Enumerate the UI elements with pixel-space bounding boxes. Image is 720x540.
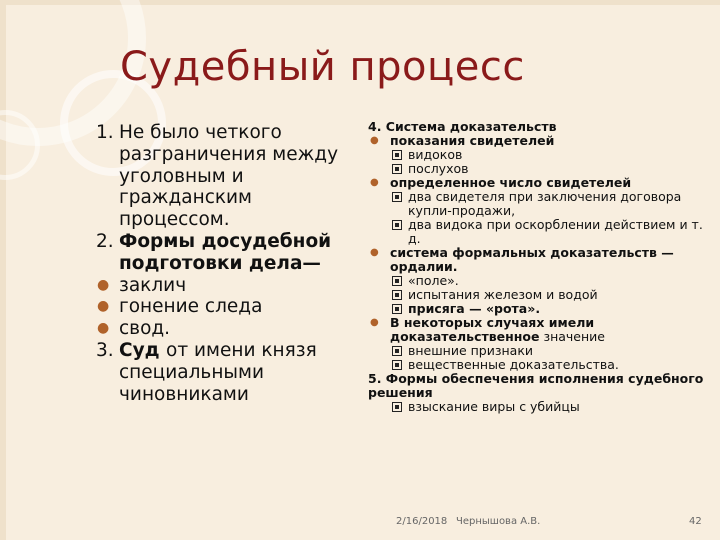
bullet-icon: ●: [97, 298, 110, 315]
right-sub-item: [368, 288, 708, 302]
right-sub-item: [368, 190, 708, 218]
bullet-icon: ●: [370, 177, 379, 188]
item-text: [96, 340, 358, 405]
checkbox-square-icon: [392, 150, 402, 160]
bullet-icon: ●: [97, 320, 110, 337]
footer-date: 2/16/2018: [396, 516, 448, 527]
sub-text: испытания железом и водой: [408, 287, 598, 302]
checkbox-square-icon: [392, 276, 402, 286]
bullet-text: показания свидетелей: [390, 133, 555, 148]
sub-text: два свидетеля при заключения договора купли-продажи,: [408, 189, 682, 218]
right-bullet-1: [368, 134, 708, 148]
item-number: 1.: [96, 122, 114, 143]
left-item-3: [96, 340, 358, 405]
bullet-text: гонение следа: [119, 296, 263, 318]
right-sub-item: [368, 162, 708, 176]
item-text-rest: от имени князя специальными чиновниками: [119, 339, 317, 405]
item-text: Не было четкого разграничения между уголовным и гражданским процессом.: [119, 122, 339, 231]
left-item-2: [96, 231, 358, 275]
item-number: 2.: [96, 230, 114, 252]
checkbox-square-icon: [392, 290, 402, 300]
left-bullet-1: [96, 275, 358, 297]
footer-page-number: 42: [689, 516, 702, 527]
bullet-icon: ●: [370, 247, 379, 258]
right-bullet-3: [368, 246, 708, 274]
checkbox-square-icon: [392, 360, 402, 370]
bullet-icon: ●: [370, 135, 379, 146]
left-bullet-3: [96, 318, 358, 340]
checkbox-square-icon: [392, 220, 402, 230]
bullet-text: заклич: [119, 274, 187, 296]
bullet-text: определенное число свидетелей: [390, 175, 632, 190]
checkbox-square-icon: [392, 192, 402, 202]
sub-text: присяга — «рота».: [408, 301, 541, 316]
heading-label: 4. Система доказательств: [368, 119, 557, 134]
sub-text: «поле».: [408, 273, 459, 288]
heading-text: [368, 120, 708, 134]
footer-author: Чернышова А.В.: [456, 516, 541, 527]
bullet-text-rest: значение: [539, 329, 605, 344]
right-sub-item: [368, 400, 708, 414]
bullet-icon: ●: [97, 276, 110, 293]
sub-text: два видока при оскорблении действием и т. д.: [408, 217, 703, 246]
left-bullet-2: [96, 296, 358, 318]
bullet-text: свод.: [119, 318, 171, 340]
left-column: [96, 122, 358, 405]
right-sub-item: [368, 358, 708, 372]
sub-text: вещественные доказательства.: [408, 357, 619, 372]
right-sub-item: [368, 344, 708, 358]
left-item-1: [96, 122, 358, 231]
item-number: 3.: [96, 339, 114, 361]
item-text-bold: Суд: [119, 339, 167, 361]
slide-title: Судебный процесс: [120, 44, 525, 90]
item-text: Формы досудебной подготовки дела—: [119, 230, 332, 274]
right-heading-5: [368, 372, 708, 400]
bullet-text: система формальных доказательств — ордалии.: [390, 245, 674, 274]
heading-text: 5. Формы обеспечения исполнения судебного решения: [368, 371, 704, 400]
bullet-icon: ●: [370, 317, 379, 328]
right-heading-4: [368, 120, 708, 134]
right-sub-item: [368, 302, 708, 316]
right-bullet-4: [368, 316, 708, 344]
sub-text: видоков: [408, 147, 463, 162]
bullet-text-bold: В некоторых случаях имели доказательственное: [390, 315, 595, 344]
right-bullet-2: [368, 176, 708, 190]
bullet-text: [368, 316, 708, 344]
sub-text: послухов: [408, 161, 469, 176]
checkbox-square-icon: [392, 402, 402, 412]
checkbox-square-icon: [392, 346, 402, 356]
right-sub-item: [368, 218, 708, 246]
checkbox-square-icon: [392, 164, 402, 174]
sub-text: внешние признаки: [408, 343, 534, 358]
sub-text: взыскание виры с убийцы: [408, 399, 580, 414]
right-column: [368, 120, 708, 414]
right-sub-item: [368, 148, 708, 162]
right-sub-item: [368, 274, 708, 288]
checkbox-square-icon: [392, 304, 402, 314]
